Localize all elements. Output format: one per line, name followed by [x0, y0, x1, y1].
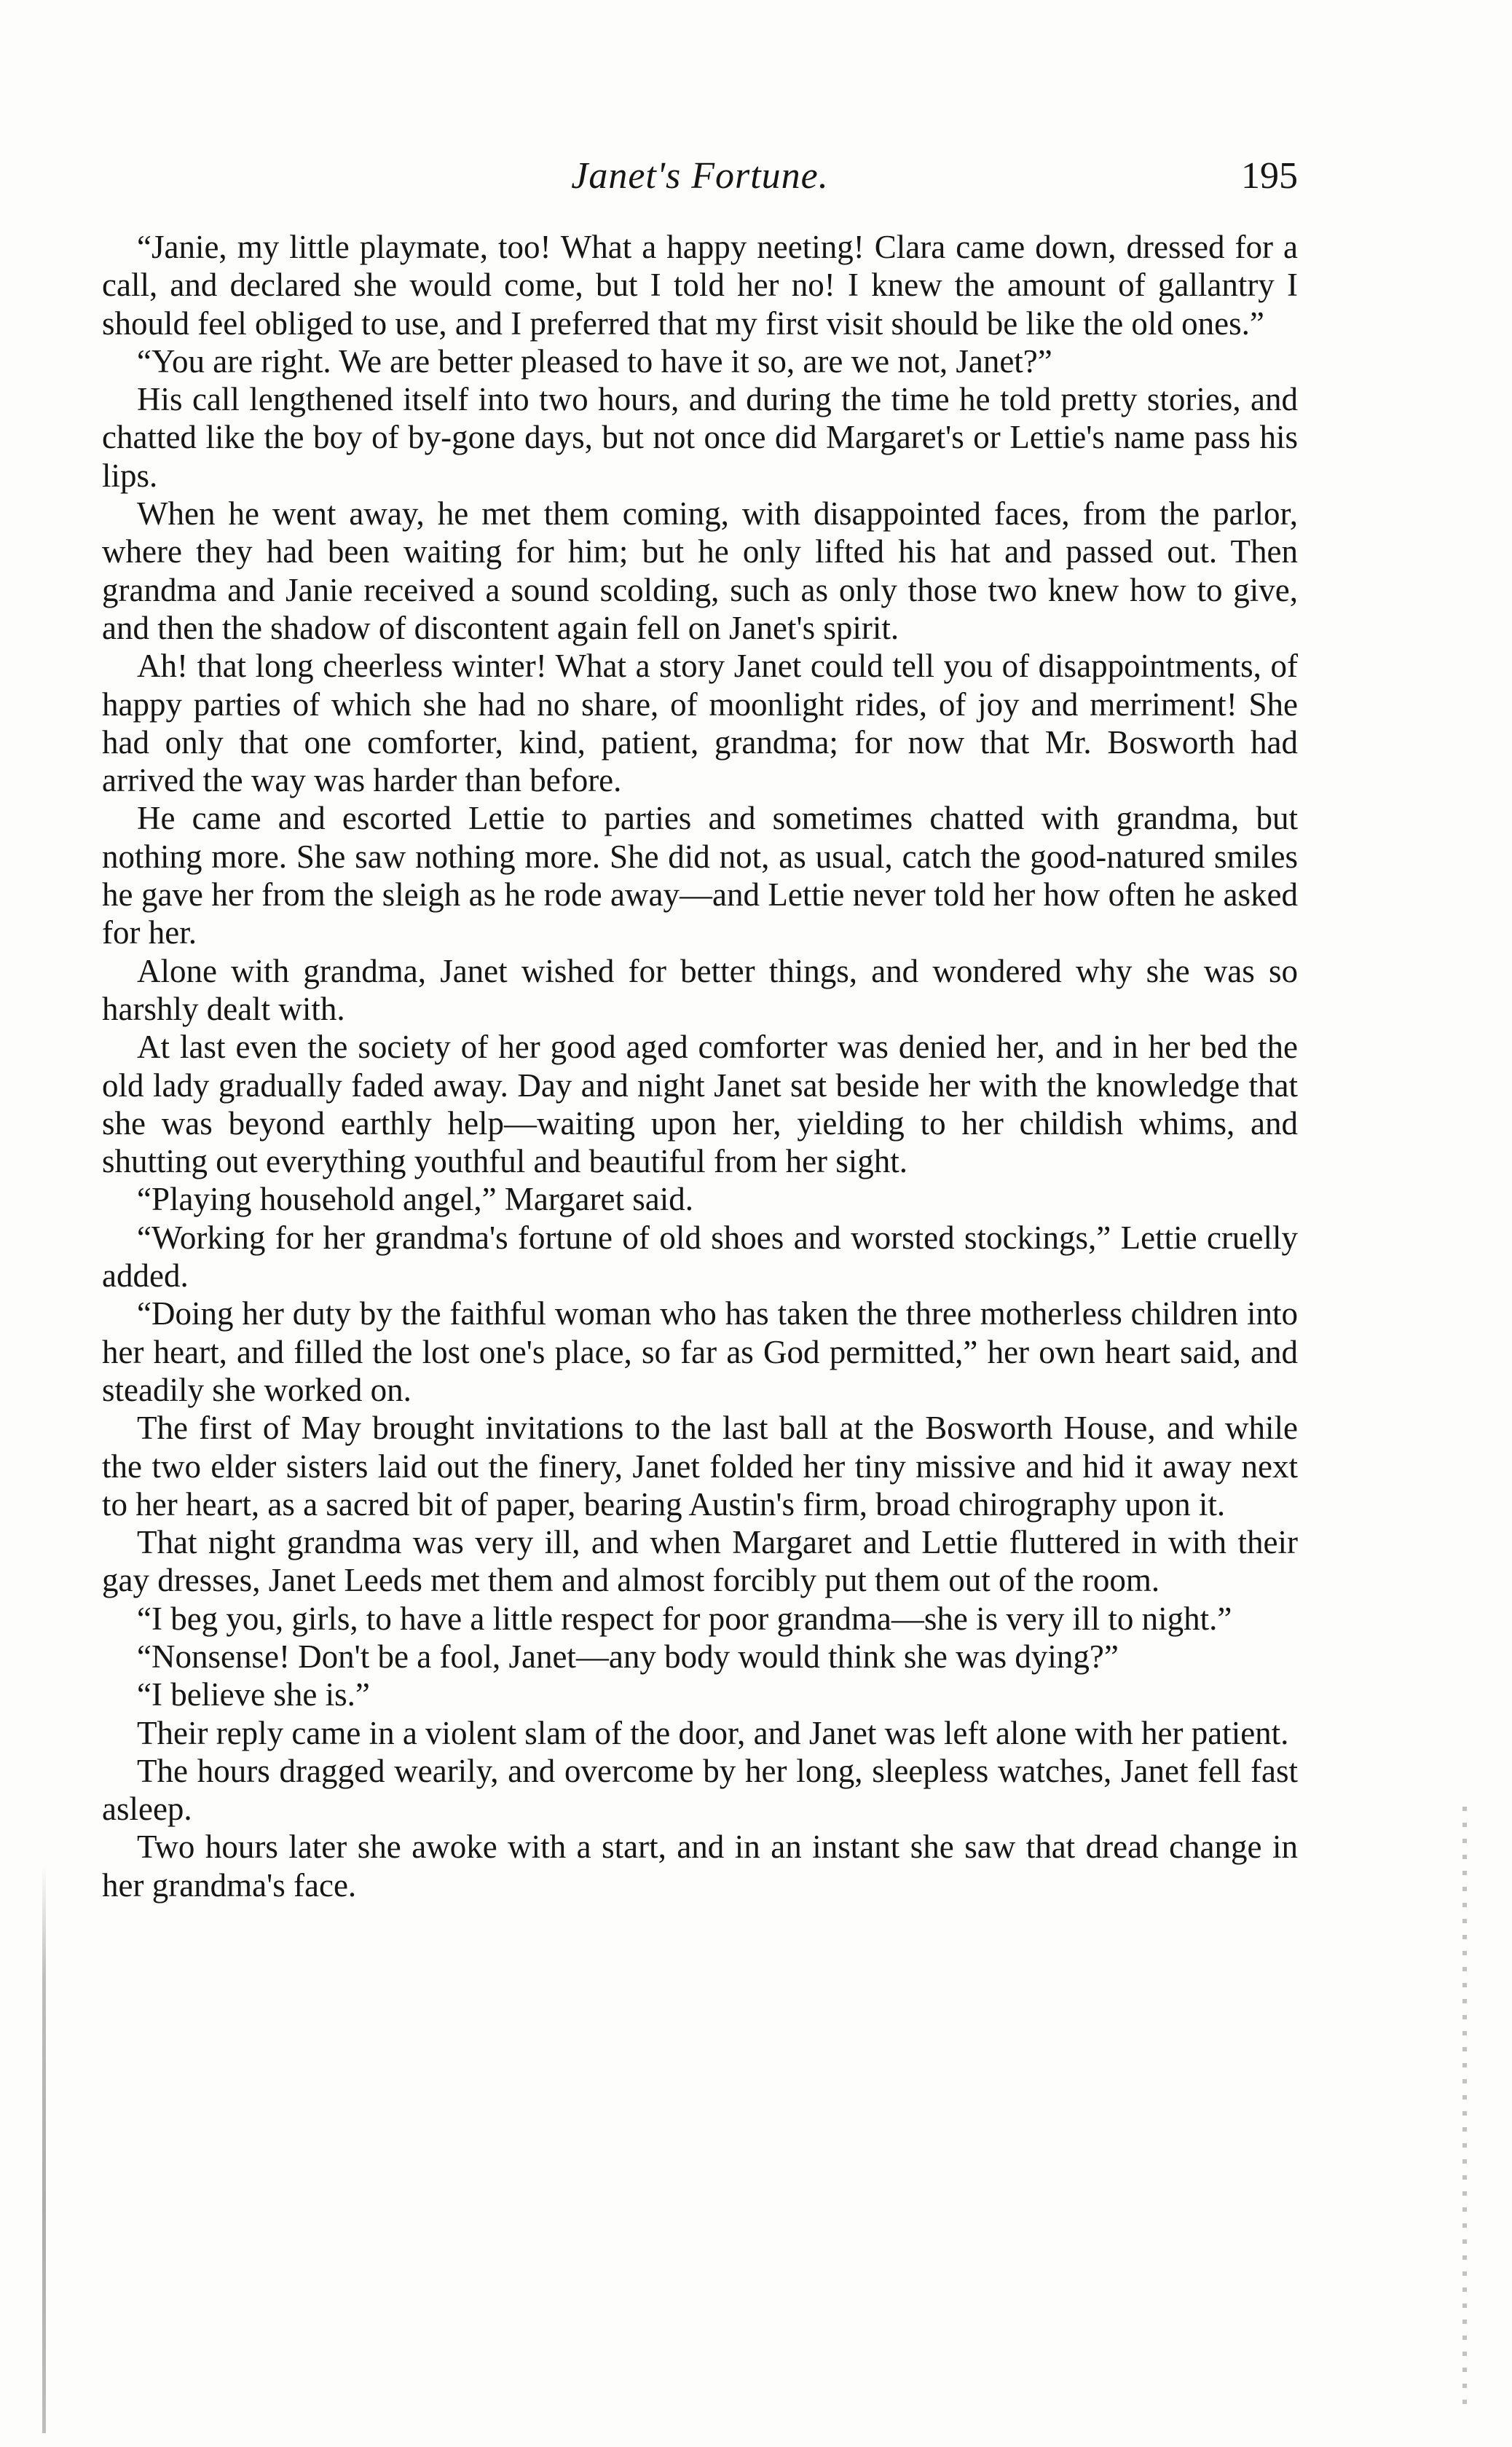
- paragraph: He came and escorted Lettie to parties and sometimes chatted with grandma, but nothing more. She saw nothing more. She did not, as usual, catch the good-natured smiles he gave her from the sleigh as he rode away—and Lettie never told her how often he asked for her.: [102, 800, 1298, 951]
- paragraph: “Doing her duty by the faithful woman who has taken the three motherless children into her heart, and filled the lost one's place, so far as God permitted,” her own heart said, and steadily she worked on.: [102, 1295, 1298, 1408]
- paragraph: Two hours later she awoke with a start, and in an instant she saw that dread change in her grandma's face.: [102, 1829, 1298, 1904]
- paragraph: “Working for her grandma's fortune of old shoes and worsted stockings,” Lettie cruelly added.: [102, 1219, 1298, 1295]
- paragraph: Ah! that long cheerless winter! What a story Janet could tell you of disappointments, of happy parties of which she had no share, of moonlight rides, of joy and merriment! She had only that one comforter, kind, patient, grandma; for now that Mr. Bosworth had arrived the way was harder than before.: [102, 648, 1298, 799]
- paragraph: The first of May brought invitations to the last ball at the Bosworth House, and while the two elder sisters laid out the finery, Janet folded her tiny missive and hid it away next to her heart, as a sacred bit of paper, bearing Austin's firm, broad chirography upon it.: [102, 1410, 1298, 1523]
- scan-edge-artifact: [42, 1865, 46, 2433]
- paragraph: “Nonsense! Don't be a fool, Janet—any body would think she was dying?”: [137, 1638, 1119, 1675]
- body-text: [102, 228, 1298, 1904]
- paragraph: “You are right. We are better pleased to have it so, are we not, Janet?”: [137, 342, 1052, 380]
- paragraph: “Playing household angel,” Margaret said.: [137, 1181, 693, 1218]
- paragraph: “Janie, my little playmate, too! What a happy neeting! Clara came down, dressed for a call, and declared she would come, but I told her no! I knew the amount of gallantry I should feel obliged to use, and I preferred that my first visit should be like the old ones.”: [102, 229, 1298, 342]
- paragraph: Alone with grandma, Janet wished for better things, and wondered why she was so harshly dealt with.: [102, 952, 1298, 1027]
- paragraph: Their reply came in a violent slam of the door, and Janet was left alone with her patient.: [137, 1714, 1289, 1751]
- paragraph: His call lengthened itself into two hours, and during the time he told pretty stories, and chatted like the boy of by-gone days, but not once did Margaret's or Lettie's name pass his lips.: [102, 381, 1298, 494]
- paragraph: At last even the society of her good aged comforter was denied her, and in her bed the old lady gradually faded away. Day and night Janet sat beside her with the knowledge that she was beyond earthly help—waiting upon her, yielding to her childish whims, and shutting out everything youthful and beautiful from her sight.: [102, 1029, 1298, 1180]
- page-number: 195: [1241, 155, 1298, 197]
- running-title: Janet's Fortune.: [571, 155, 829, 197]
- paragraph: “I believe she is.”: [137, 1676, 370, 1713]
- paragraph: When he went away, he met them coming, with disappointed faces, from the parlor, where they had been waiting for him; but he only lifted his hat and passed out. Then grandma and Janie received a sound scolding, such as only those two knew how to give, and then the shadow of discontent again fell on Janet's spirit.: [102, 495, 1298, 646]
- paragraph: That night grandma was very ill, and when Margaret and Lettie fluttered in with their gay dresses, Janet Leeds met them and almost forcibly put them out of the room.: [102, 1524, 1298, 1599]
- paragraph: The hours dragged wearily, and overcome by her long, sleepless watches, Janet fell fast asleep.: [102, 1752, 1298, 1828]
- paragraph: “I beg you, girls, to have a little respect for poor grandma—she is very ill to night.”: [137, 1600, 1232, 1637]
- page-header: [102, 154, 1298, 205]
- scan-edge-artifact: [1462, 1807, 1467, 2404]
